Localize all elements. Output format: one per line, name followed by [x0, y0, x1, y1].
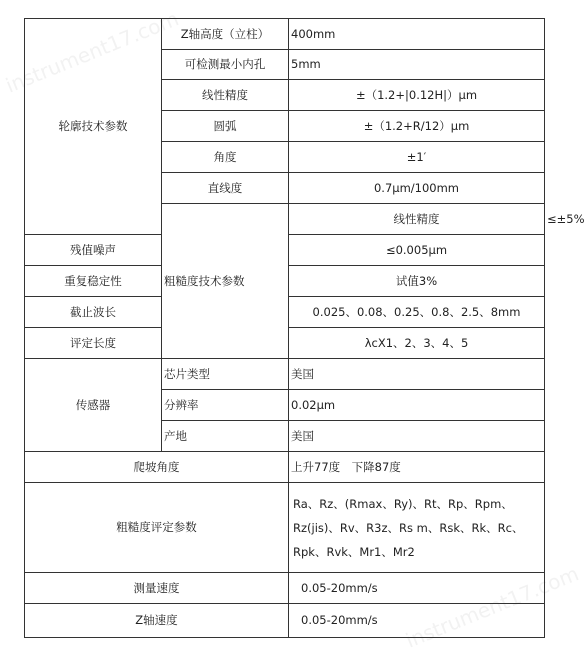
row-label: Z轴高度（立柱）	[162, 19, 289, 50]
watermark: instrument17.com	[2, 6, 183, 98]
row-label: 重复稳定性	[25, 266, 162, 297]
row-value: ±1′	[289, 142, 545, 173]
row-value: 上升77度 下降87度	[289, 452, 545, 483]
row-value: 0.05-20mm/s	[289, 573, 545, 604]
row-label: 产地	[162, 421, 289, 452]
watermark: instrument17.com	[402, 561, 583, 653]
row-value: Ra、Rz、(Rmax、Ry)、Rt、Rp、Rpm、Rz(jis)、Rv、R3z、Rs m、Rsk、Rk、Rc、Rpk、Rvk、Mr1、Mr2	[289, 483, 545, 573]
row-label: 截止波长	[25, 297, 162, 328]
row-value: 0.7μm/100mm	[289, 173, 545, 204]
row-label: Z轴速度	[25, 604, 289, 638]
section-label: 粗糙度技术参数	[164, 273, 245, 288]
row-label: 残值噪声	[25, 235, 162, 266]
row-value: 美国	[289, 359, 545, 390]
spec-table	[24, 18, 585, 638]
table-row: 粗糙度技术参数 线性精度 ≤±5%	[25, 204, 545, 235]
row-label: 可检测最小内孔	[162, 50, 289, 80]
row-label: 线性精度	[162, 80, 289, 111]
row-value: 美国	[289, 421, 545, 452]
row-label: 粗糙度评定参数	[25, 483, 289, 573]
section-label: 轮廓技术参数	[58, 119, 128, 133]
row-value: 5mm	[289, 50, 545, 80]
row-value: ±（1.2+|0.12H|）μm	[289, 80, 545, 111]
row-label: 评定长度	[25, 328, 162, 359]
section-roughness	[162, 204, 289, 359]
row-label: 线性精度	[289, 204, 545, 235]
row-label: 分辨率	[162, 390, 289, 421]
row-value: 0.02μm	[289, 390, 545, 421]
section-sensor	[25, 359, 162, 452]
table-row	[25, 359, 545, 390]
row-label: 测量速度	[25, 573, 289, 604]
row-value: 400mm	[289, 19, 545, 50]
row-value: 0.025、0.08、0.25、0.8、2.5、8mm	[289, 297, 545, 328]
table-row	[25, 483, 545, 573]
section-label: 传感器	[75, 397, 111, 412]
row-label: 圆弧	[162, 111, 289, 142]
row-label: 芯片类型	[162, 359, 289, 390]
table-row	[25, 573, 545, 604]
row-value: λcX1、2、3、4、5	[289, 328, 545, 359]
section-contour	[25, 19, 162, 235]
row-value: ≤0.005μm	[289, 235, 545, 266]
table-row	[25, 452, 545, 483]
table-row	[25, 19, 545, 50]
row-value: 0.05-20mm/s	[289, 604, 545, 638]
row-label: 爬坡角度	[25, 452, 289, 483]
table-row	[25, 604, 545, 638]
row-value: 试值3%	[289, 266, 545, 297]
row-value: ±（1.2+R/12）μm	[289, 111, 545, 142]
row-label: 角度	[162, 142, 289, 173]
row-label: 直线度	[162, 173, 289, 204]
